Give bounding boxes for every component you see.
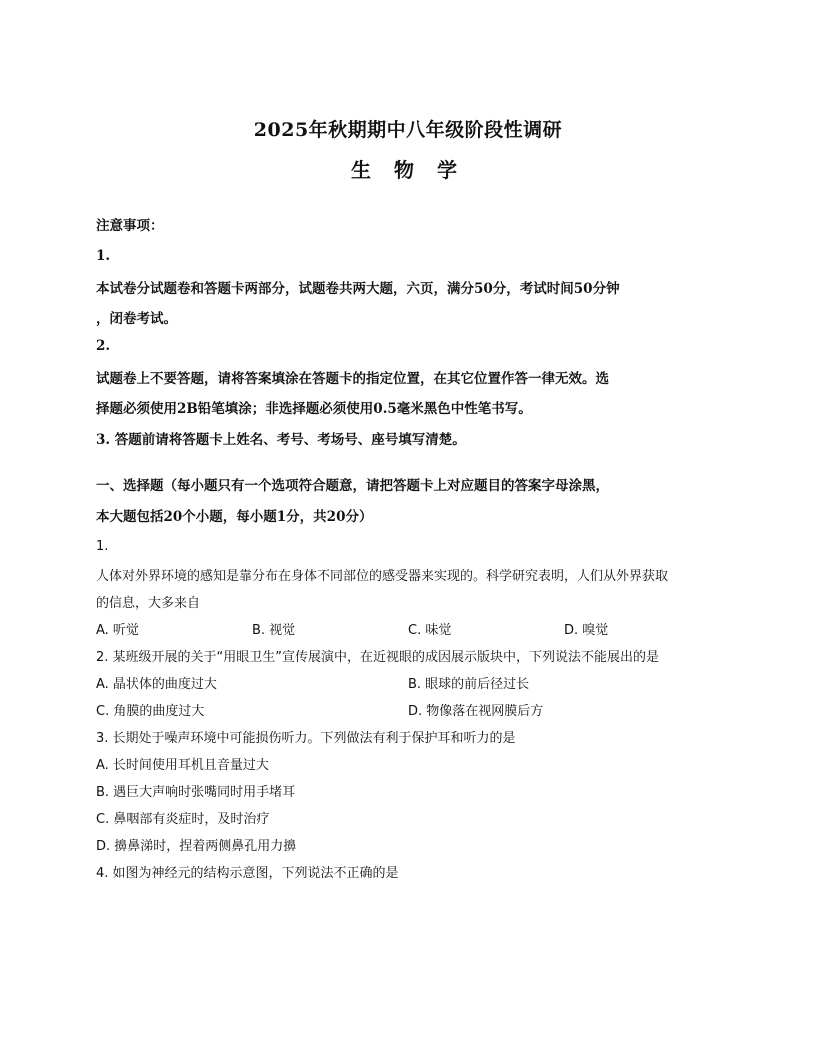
q1-number: 1. (96, 539, 109, 554)
notice-item2-number: 2. (96, 338, 111, 354)
exam-title: 2025年秋期期中八年级阶段性调研 (253, 119, 563, 141)
notice-heading: 注意事项： (96, 218, 164, 234)
q1-stem-line1: 人体对外界环境的感知是靠分布在身体不同部位的感受器来实现的。科学研究表明，人们从外界获取 (96, 569, 669, 584)
q3-option-c: C. 鼻咽部有炎症时，及时治疗 (96, 812, 270, 827)
subject-title: 生 物 学 (351, 158, 465, 182)
q1-stem-line2: 的信息，大多来自 (96, 596, 201, 611)
notice-item2-line2: 择题必须使用2B铅笔填涂；非选择题必须使用0.5毫米黑色中性笔书写。 (96, 401, 532, 417)
q2-option-c: C. 角膜的曲度过大 (96, 704, 205, 719)
q3-stem: 3. 长期处于噪声环境中可能损伤听力。下列做法有利于保护耳和听力的是 (96, 731, 516, 746)
section1-heading-line1: 一、选择题（每小题只有一个选项符合题意，请把答题卡上对应题目的答案字母涂黑， (96, 478, 609, 494)
q3-option-a: A. 长时间使用耳机且音量过大 (96, 758, 269, 773)
q4-stem: 4. 如图为神经元的结构示意图，下列说法不正确的是 (96, 866, 399, 881)
q3-option-d: D. 擤鼻涕时，捏着两侧鼻孔用力擤 (96, 839, 297, 854)
q2-option-d: D. 物像落在视网膜后方 (408, 704, 544, 719)
notice-item1-number: 1. (96, 248, 111, 264)
q2-stem: 2. 某班级开展的关于“用眼卫生”宣传展演中，在近视眼的成因展示版块中，下列说法不能展出的是 (96, 650, 660, 665)
q1-option-d: D. 嗅觉 (564, 623, 609, 638)
q2-option-a: A. 晶状体的曲度过大 (96, 677, 217, 692)
notice-item1-line1: 本试卷分试题卷和答题卡两部分，试题卷共两大题，六页，满分50分，考试时间50分钟 (96, 281, 620, 297)
section1-heading-line2: 本大题包括20个小题，每小题1分，共20分） (96, 509, 373, 525)
notice-item3: 3. 答题前请将答题卡上姓名、考号、考场号、座号填写清楚。 (96, 432, 466, 448)
q3-option-b: B. 遇巨大声响时张嘴同时用手堵耳 (96, 785, 296, 800)
q1-option-c: C. 味觉 (408, 623, 452, 638)
notice-item1-line2: ，闭卷考试。 (96, 311, 177, 327)
q1-option-b: B. 视觉 (252, 623, 296, 638)
notice-item2-line1: 试题卷上不要答题，请将答案填涂在答题卡的指定位置，在其它位置作答一律无效。选 (96, 371, 609, 387)
q1-option-a: A. 听觉 (96, 623, 139, 638)
q2-option-b: B. 眼球的前后径过长 (408, 677, 530, 692)
